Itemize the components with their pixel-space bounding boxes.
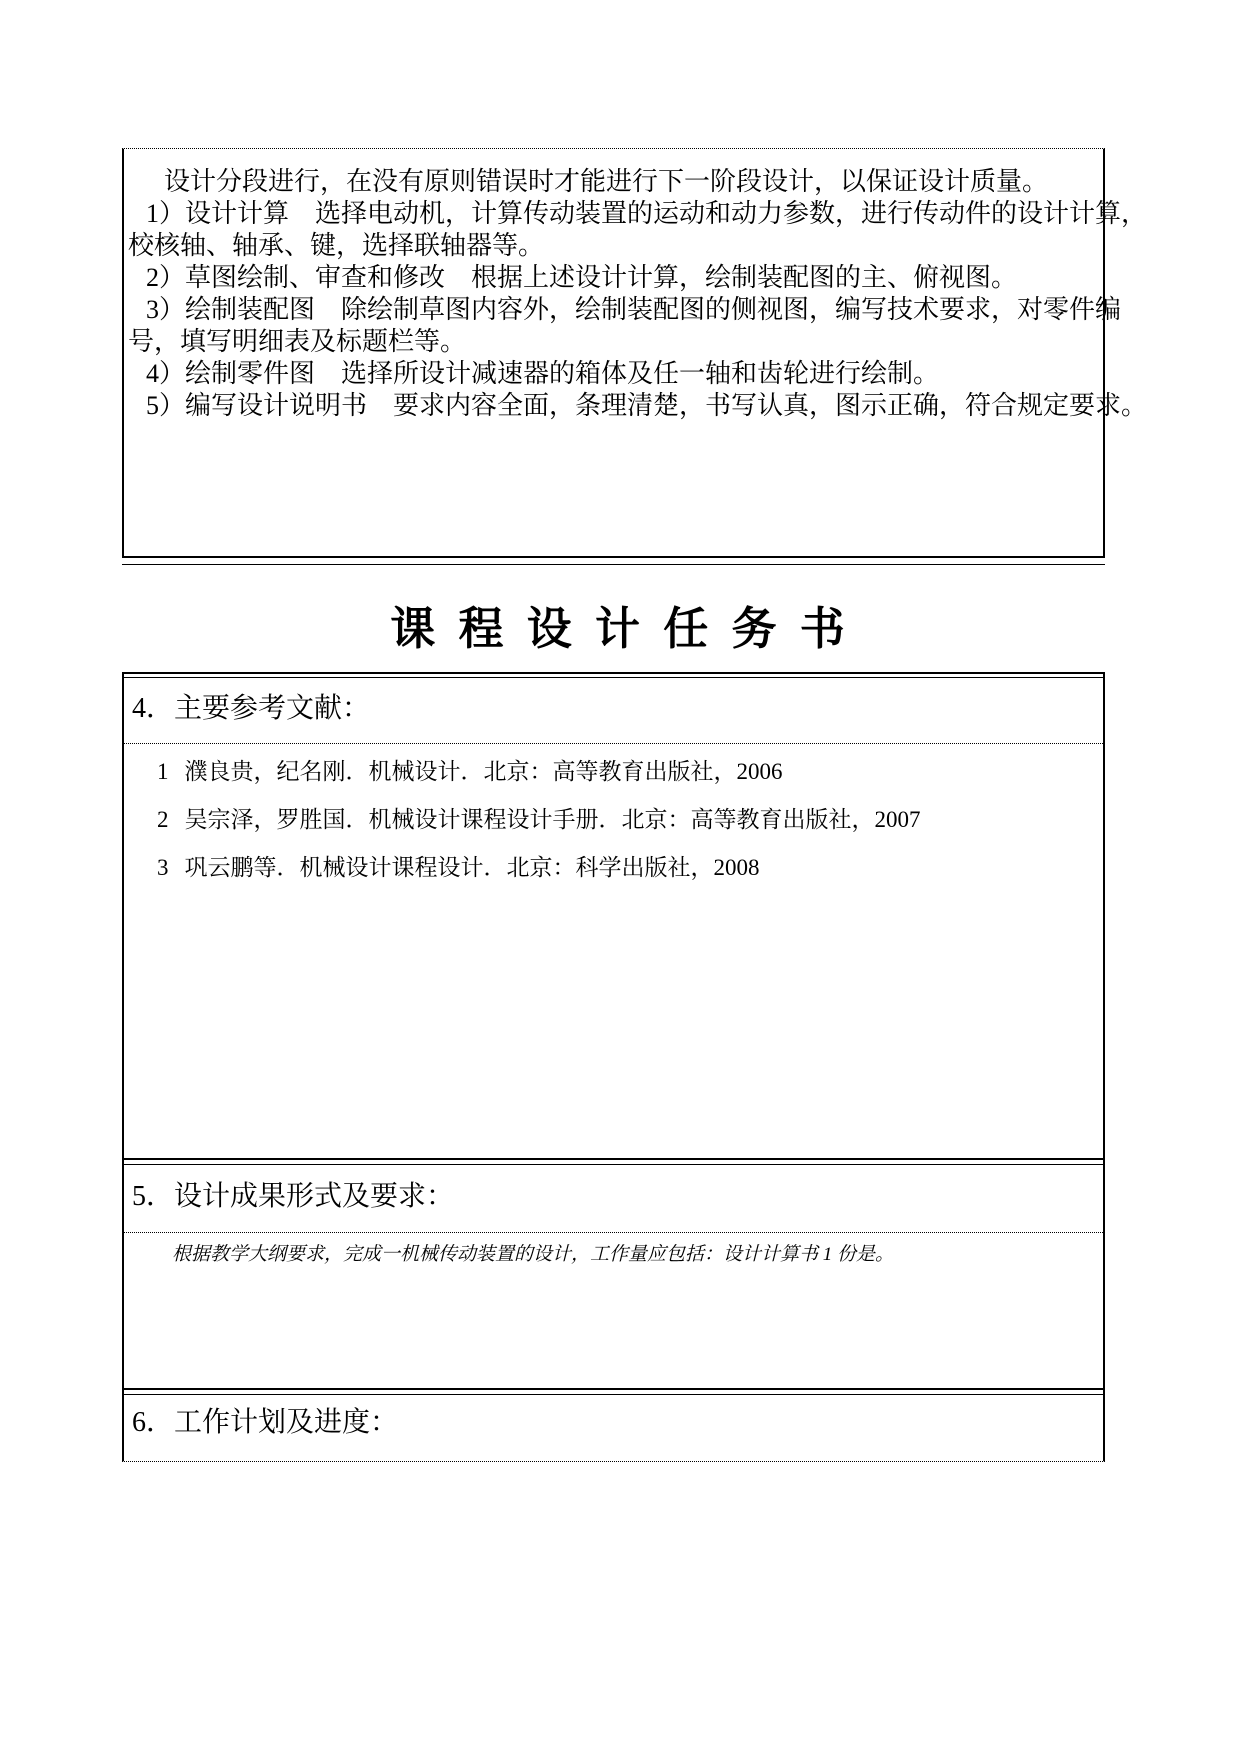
section-4-5-rule-thin	[124, 1164, 1103, 1165]
design-step-5: 5）编写设计说明书 要求内容全面，条理清楚，书写认真，图示正确，符合规定要求。	[146, 391, 1148, 420]
reference-text: 吴宗泽，罗胜国．机械设计课程设计手册．北京：高等教育出版社，2007	[184, 807, 921, 832]
section-5-separator	[124, 1232, 1103, 1233]
section-5-content: 根据教学大纲要求，完成一机械传动装置的设计，工作量应包括：设计计算书 1 份是。	[172, 1244, 895, 1265]
reference-number: 1	[157, 759, 169, 784]
reference-item	[157, 854, 760, 881]
table-top-rule	[124, 672, 1103, 674]
reference-item	[157, 806, 921, 833]
section-5-6-rule-thin	[124, 1394, 1103, 1395]
section-5-label: 5．设计成果形式及要求：	[132, 1181, 455, 1212]
reference-item	[157, 758, 783, 785]
page-title: 课 程 设 计 任 务 书	[390, 604, 851, 654]
section-4-label: 4．主要参考文献：	[132, 693, 371, 724]
task-book-table	[122, 672, 1105, 1462]
design-step-2: 2）草图绘制、审查和修改 根据上述设计计算，绘制装配图的主、俯视图。	[146, 263, 1018, 292]
reference-text: 濮良贵，纪名刚．机械设计．北京：高等教育出版社，2006	[184, 759, 783, 784]
design-step-3: 3）绘制装配图 除绘制草图内容外，绘制装配图的侧视图，编写技术要求，对零件编	[146, 295, 1122, 324]
table-top-rule-thin	[124, 677, 1103, 678]
design-steps-intro: 设计分段进行，在没有原则错误时才能进行下一阶段设计，以保证设计质量。	[164, 167, 1049, 196]
section-5-6-rule	[124, 1388, 1103, 1390]
reference-number: 3	[157, 855, 169, 880]
design-step-3-cont: 号，填写明细表及标题栏等。	[128, 327, 467, 356]
reference-number: 2	[157, 807, 169, 832]
notes-box-bottom-rule	[122, 564, 1105, 565]
design-step-4: 4）绘制零件图 选择所设计减速器的箱体及任一轴和齿轮进行绘制。	[146, 359, 940, 388]
design-steps-box	[122, 148, 1148, 558]
design-step-1-cont: 校核轴、轴承、键，选择联轴器等。	[128, 231, 545, 260]
section-6-label: 6．工作计划及进度：	[132, 1407, 399, 1438]
reference-text: 巩云鹏等．机械设计课程设计．北京：科学出版社，2008	[184, 855, 760, 880]
design-step-1: 1）设计计算 选择电动机，计算传动装置的运动和动力参数，进行传动件的设计计算，	[146, 199, 1148, 228]
section-4-separator	[124, 743, 1103, 744]
section-4-5-rule	[124, 1158, 1103, 1160]
